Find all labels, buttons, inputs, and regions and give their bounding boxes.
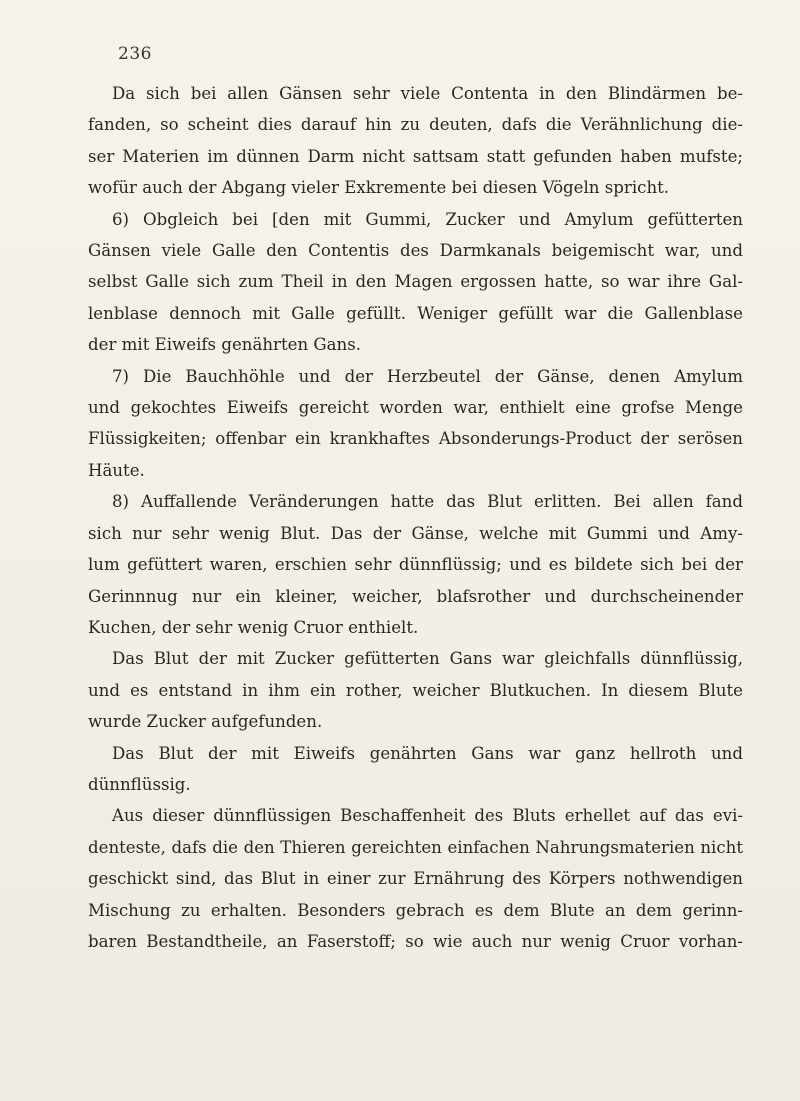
body-text — [88, 78, 743, 957]
text-line: wurde Zucker aufgefunden. — [88, 712, 323, 732]
text-line: Da sich bei allen Gänsen sehr viele Contenta in den Blindärmen be- — [112, 84, 743, 103]
text-line: 6) Obgleich bei [den mit Gummi, Zucker und Amylum gefütterten — [112, 209, 743, 229]
text-line: Gänsen viele Galle den Contentis des Darmkanals beigemischt war, und — [88, 241, 743, 261]
text-line: denteste, dafs die den Thieren gereichten einfachen Nahrungsmaterien nicht — [88, 837, 743, 857]
page-number: 236 — [118, 44, 152, 64]
text-line: geschickt sind, das Blut in einer zur Ernährung des Körpers nothwendigen — [88, 869, 743, 889]
text-line: selbst Galle sich zum Theil in den Magen ergossen hatte, so war ihre Gal- — [88, 272, 743, 292]
text-line: lenblase dennoch mit Galle gefüllt. Weniger gefüllt war die Gallenblase — [88, 303, 743, 323]
text-line: 7) Die Bauchhöhle und der Herzbeutel der Gänse, denen Amylum — [112, 366, 743, 386]
text-line: lum gefüttert waren, erschien sehr dünnflüssig; und es bildete sich bei der — [88, 555, 743, 575]
text-line: und es entstand in ihm ein rother, weicher Blutkuchen. In diesem Blute — [88, 680, 743, 700]
text-line: Flüssigkeiten; offenbar ein krankhaftes Absonderungs-Product der serösen — [88, 429, 743, 449]
text-line: baren Bestandtheile, an Faserstoff; so wie auch nur wenig Cruor vorhan- — [88, 931, 743, 951]
text-line: wofür auch der Abgang vieler Exkremente bei diesen Vögeln spricht. — [88, 178, 670, 198]
text-line: Mischung zu erhalten. Besonders gebrach es dem Blute an dem gerinn- — [88, 900, 743, 920]
text-line: Kuchen, der sehr wenig Cruor enthielt. — [88, 617, 419, 637]
text-line: fanden, so scheint dies darauf hin zu deuten, dafs die Verähnlichung die- — [88, 115, 743, 135]
text-line: Das Blut der mit Zucker gefütterten Gans war gleichfalls dünnflüssig, — [112, 649, 743, 669]
text-line: Häute. — [88, 460, 145, 480]
text-line: Gerinnnug nur ein kleiner, weicher, blafsrother und durchscheinender — [88, 586, 743, 606]
text-line: und gekochtes Eiweifs gereicht worden war, enthielt eine grofse Menge — [88, 398, 743, 418]
text-line: der mit Eiweifs genährten Gans. — [88, 335, 362, 355]
text-line: Aus dieser dünnflüssigen Beschaffenheit des Bluts erhellet auf das evi- — [112, 806, 743, 826]
text-line: Das Blut der mit Eiweifs genährten Gans war ganz hellroth und — [112, 743, 743, 763]
text-line: ser Materien im dünnen Darm nicht sattsam statt gefunden haben mufste; — [88, 146, 743, 166]
text-line: dünnflüssig. — [88, 774, 191, 794]
text-line: sich nur sehr wenig Blut. Das der Gänse, welche mit Gummi und Amy- — [88, 523, 743, 543]
text-line: 8) Auffallende Veränderungen hatte das Blut erlitten. Bei allen fand — [112, 492, 743, 512]
